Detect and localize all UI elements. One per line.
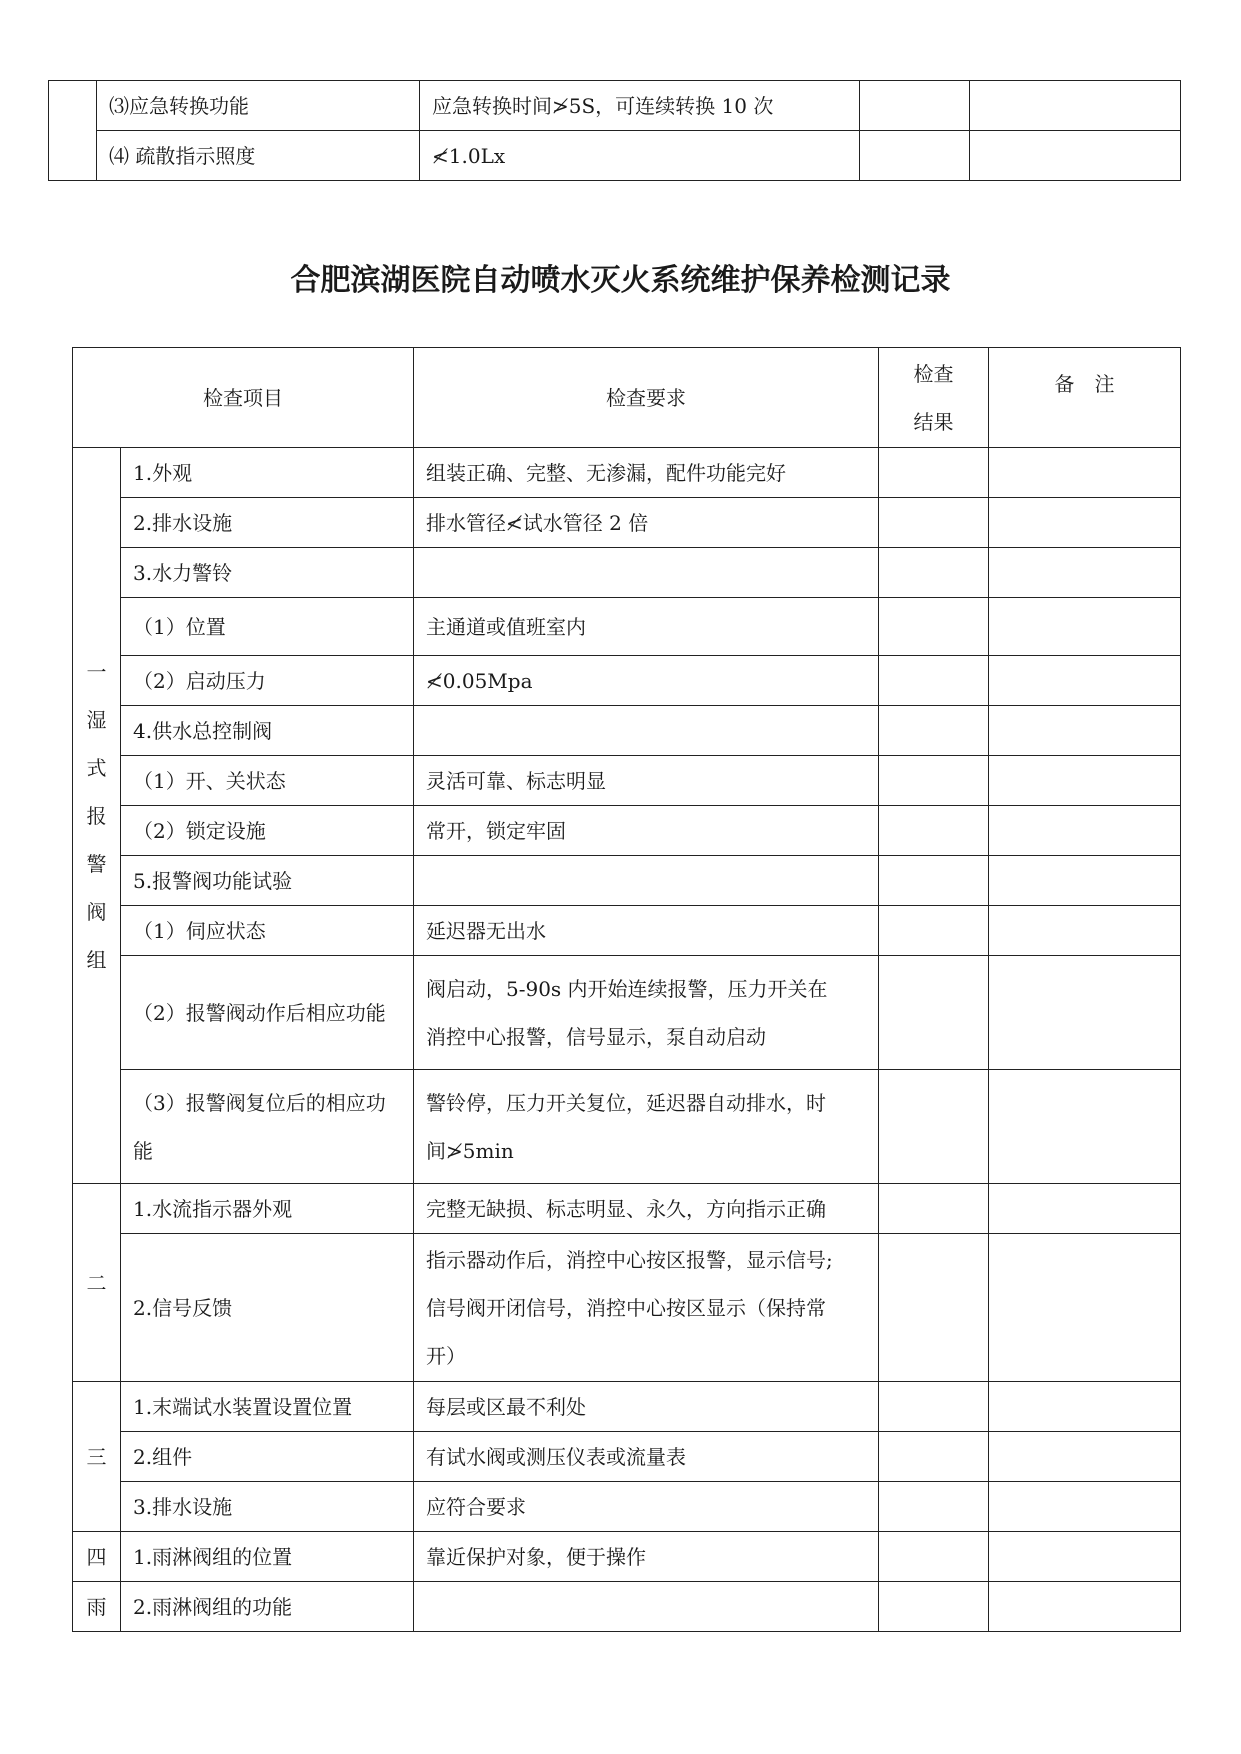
result-cell[interactable] — [879, 756, 989, 806]
table-row — [49, 81, 1181, 131]
header-result-line: 结果 — [913, 409, 954, 434]
table-row — [73, 656, 1181, 706]
requirement-cell: 排水管径≮试水管径 2 倍 — [414, 498, 879, 548]
remark-cell[interactable] — [989, 548, 1181, 598]
requirement-cell: 应符合要求 — [414, 1482, 879, 1532]
requirement-line: 消控中心报警，信号显示，泵自动启动 — [426, 1024, 766, 1049]
requirement-cell: 延迟器无出水 — [414, 906, 879, 956]
remark-cell[interactable] — [989, 498, 1181, 548]
requirement-cell: 灵活可靠、标志明显 — [414, 756, 879, 806]
table-row — [73, 706, 1181, 756]
requirement-cell: 有试水阀或测压仪表或流量表 — [414, 1432, 879, 1482]
table-row — [73, 756, 1181, 806]
group-label-wet-alarm-valve — [73, 448, 121, 1184]
requirement-cell — [414, 956, 879, 1070]
header-remark: 备 注 — [989, 348, 1181, 448]
requirement-cell: ≮0.05Mpa — [414, 656, 879, 706]
requirement-cell — [414, 1070, 879, 1184]
requirement-cell: 常开，锁定牢固 — [414, 806, 879, 856]
remark-cell[interactable] — [989, 1532, 1181, 1582]
result-cell[interactable] — [879, 1532, 989, 1582]
requirement-cell — [414, 1234, 879, 1382]
requirement-cell: 主通道或值班室内 — [414, 598, 879, 656]
item-cell: ⑷ 疏散指示照度 — [97, 131, 420, 181]
remark-cell[interactable] — [989, 1234, 1181, 1382]
item-cell: 2.组件 — [121, 1432, 414, 1482]
item-cell: 2.排水设施 — [121, 498, 414, 548]
group-label-char: 湿 — [86, 707, 107, 732]
remark-cell[interactable] — [989, 656, 1181, 706]
remark-cell[interactable] — [989, 1582, 1181, 1632]
table-row — [73, 498, 1181, 548]
item-cell: 1.外观 — [121, 448, 414, 498]
requirement-cell — [414, 1582, 879, 1632]
requirement-line: 开） — [426, 1343, 466, 1368]
item-line: （3）报警阀复位后的相应功 — [133, 1090, 386, 1115]
table-row — [73, 448, 1181, 498]
requirement-line: 指示器动作后，消控中心按区报警，显示信号; — [426, 1247, 833, 1272]
item-cell: 4.供水总控制阀 — [121, 706, 414, 756]
result-cell[interactable] — [879, 448, 989, 498]
header-result — [879, 348, 989, 448]
result-cell[interactable] — [879, 498, 989, 548]
item-cell: 2.雨淋阀组的功能 — [121, 1582, 414, 1632]
result-cell[interactable] — [860, 131, 970, 181]
table-row — [73, 806, 1181, 856]
item-cell: 1.末端试水装置设置位置 — [121, 1382, 414, 1432]
requirement-cell — [414, 706, 879, 756]
item-cell — [121, 1070, 414, 1184]
group-label-char: 警 — [86, 851, 107, 876]
item-cell: 1.雨淋阀组的位置 — [121, 1532, 414, 1582]
requirement-line: 警铃停，压力开关复位，延迟器自动排水，时 — [426, 1090, 826, 1115]
item-cell: （2）报警阀动作后相应功能 — [121, 956, 414, 1070]
remark-cell[interactable] — [970, 81, 1181, 131]
result-cell[interactable] — [879, 906, 989, 956]
item-line: 能 — [133, 1138, 153, 1163]
remark-cell[interactable] — [989, 906, 1181, 956]
table-row — [73, 1482, 1181, 1532]
result-cell[interactable] — [879, 806, 989, 856]
result-cell[interactable] — [879, 956, 989, 1070]
result-cell[interactable] — [879, 1070, 989, 1184]
result-cell[interactable] — [879, 1234, 989, 1382]
header-row — [73, 348, 1181, 448]
remark-cell[interactable] — [989, 1184, 1181, 1234]
requirement-cell: 靠近保护对象，便于操作 — [414, 1532, 879, 1582]
header-requirement: 检查要求 — [414, 348, 879, 448]
remark-cell[interactable] — [989, 448, 1181, 498]
group-label-char: 阀 — [86, 899, 107, 924]
result-cell[interactable] — [879, 1382, 989, 1432]
item-cell: 3.排水设施 — [121, 1482, 414, 1532]
remark-cell[interactable] — [989, 756, 1181, 806]
table-row — [73, 548, 1181, 598]
remark-cell[interactable] — [989, 1382, 1181, 1432]
table-row — [49, 131, 1181, 181]
table-row — [73, 1382, 1181, 1432]
result-cell[interactable] — [879, 1432, 989, 1482]
group-label-char: 雨 — [73, 1582, 121, 1632]
group-label-char: 组 — [86, 947, 107, 972]
requirement-cell — [414, 856, 879, 906]
item-cell: （1）位置 — [121, 598, 414, 656]
table-row — [73, 956, 1181, 1070]
item-cell: 5.报警阀功能试验 — [121, 856, 414, 906]
group-label-water-flow: 二 — [73, 1184, 121, 1382]
top-continuation-table — [48, 80, 1181, 181]
table-row — [73, 1532, 1181, 1582]
table-row — [73, 1432, 1181, 1482]
result-cell[interactable] — [879, 1582, 989, 1632]
requirement-cell: ≮1.0Lx — [420, 131, 860, 181]
requirement-line: 阀启动，5-90s 内开始连续报警，压力开关在 — [426, 976, 828, 1001]
requirement-cell: 应急转换时间≯5S，可连续转换 10 次 — [420, 81, 860, 131]
table-row — [73, 1234, 1181, 1382]
group-label-char: 式 — [86, 755, 107, 780]
requirement-cell: 完整无缺损、标志明显、永久，方向指示正确 — [414, 1184, 879, 1234]
group-label-char: 一 — [86, 659, 107, 684]
item-cell: 3.水力警铃 — [121, 548, 414, 598]
result-cell[interactable] — [879, 706, 989, 756]
result-cell[interactable] — [879, 1184, 989, 1234]
remark-cell[interactable] — [989, 1070, 1181, 1184]
remark-cell[interactable] — [989, 806, 1181, 856]
requirement-cell: 每层或区最不利处 — [414, 1382, 879, 1432]
group-label-char: 报 — [86, 803, 107, 828]
item-cell: （2）启动压力 — [121, 656, 414, 706]
table-row — [73, 1184, 1181, 1234]
remark-cell[interactable] — [989, 706, 1181, 756]
result-cell[interactable] — [860, 81, 970, 131]
result-cell[interactable] — [879, 656, 989, 706]
group-label-end-test: 三 — [73, 1382, 121, 1532]
remark-cell[interactable] — [989, 1432, 1181, 1482]
remark-cell[interactable] — [989, 856, 1181, 906]
table-row — [73, 1070, 1181, 1184]
requirement-line: 间≯5min — [426, 1138, 514, 1163]
item-cell: （1）伺应状态 — [121, 906, 414, 956]
remark-cell[interactable] — [989, 1482, 1181, 1532]
remark-cell[interactable] — [970, 131, 1181, 181]
remark-cell[interactable] — [989, 598, 1181, 656]
item-cell: 1.水流指示器外观 — [121, 1184, 414, 1234]
result-cell[interactable] — [879, 598, 989, 656]
group-cell — [49, 81, 97, 181]
item-cell: 2.信号反馈 — [121, 1234, 414, 1382]
item-cell: （1）开、关状态 — [121, 756, 414, 806]
table-row — [73, 906, 1181, 956]
requirement-cell: 组装正确、完整、无渗漏，配件功能完好 — [414, 448, 879, 498]
header-result-line: 检查 — [913, 361, 954, 386]
header-item: 检查项目 — [73, 348, 414, 448]
document-title: 合肥滨湖医院自动喷水灭火系统维护保养检测记录 — [290, 263, 951, 298]
requirement-cell — [414, 548, 879, 598]
remark-cell[interactable] — [989, 956, 1181, 1070]
item-cell: ⑶应急转换功能 — [97, 81, 420, 131]
result-cell[interactable] — [879, 1482, 989, 1532]
table-row — [73, 598, 1181, 656]
item-cell: （2）锁定设施 — [121, 806, 414, 856]
inspection-table — [72, 347, 1181, 1632]
table-row — [73, 856, 1181, 906]
group-label-char: 四 — [73, 1532, 121, 1582]
result-cell[interactable] — [879, 856, 989, 906]
requirement-line: 信号阀开闭信号，消控中心按区显示（保持常 — [426, 1295, 826, 1320]
result-cell[interactable] — [879, 548, 989, 598]
table-row — [73, 1582, 1181, 1632]
